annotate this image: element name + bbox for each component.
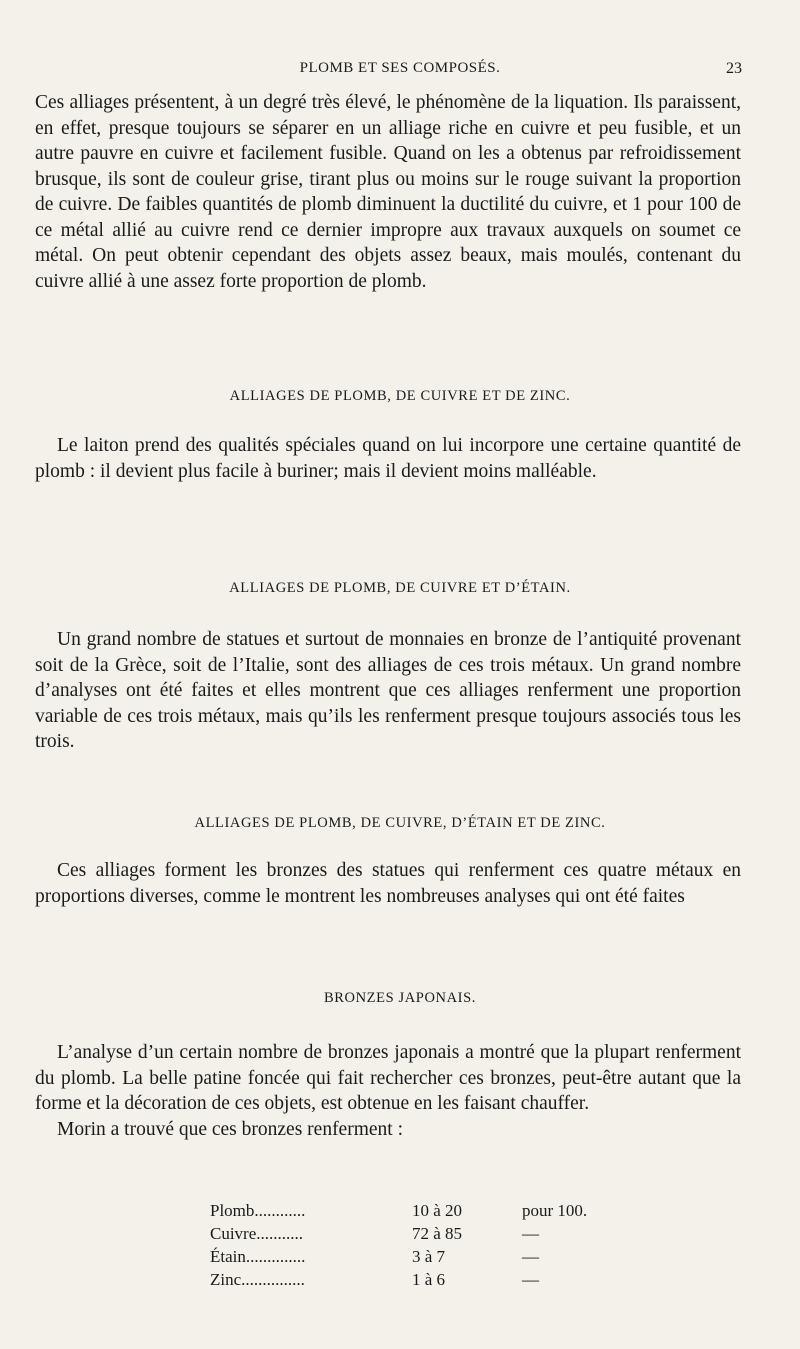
heading-bronzes-japonais: BRONZES JAPONAIS.	[324, 990, 476, 1006]
heading-plomb-cuivre-etain: ALLIAGES DE PLOMB, DE CUIVRE ET D’ÉTAIN.	[229, 580, 571, 596]
running-head	[0, 60, 800, 84]
unit-note: —	[522, 1247, 539, 1266]
dot-leader: ...........	[256, 1224, 304, 1243]
paragraph-text: L’analyse d’un certain nombre de bronzes japonais a montré que la plupart renferment du plomb. La belle patine foncée qui fait rechercher ces bronzes, peut-être autant que la forme et la décoration de ces objets, est obtenue en les faisant chauffer.	[35, 1042, 741, 1114]
paragraph-text: Un grand nombre de statues et surtout de monnaies en bronze de l’antiquité provenant soit de la Grèce, soit de l’Italie, sont des alliages de ces trois métaux. Un grand nombre d’analyses ont été faites et elles montrent que ces alliages renferment une proportion variable de ces trois métaux, mais qu’ils les renferment presque toujours associés tous les trois.	[35, 629, 741, 752]
percent-range: 1 à 6	[412, 1270, 446, 1289]
percent-range: 3 à 7	[412, 1247, 446, 1266]
page-number: 23	[726, 60, 742, 77]
dot-leader: ...............	[241, 1270, 305, 1289]
unit-note: —	[522, 1224, 539, 1243]
unit-note: —	[522, 1270, 539, 1289]
paragraph-bronzes-japonais	[35, 1040, 741, 1142]
percent-range: 10 à 20	[412, 1201, 463, 1220]
paragraph-liquation	[35, 90, 741, 294]
percent-range: 72 à 85	[412, 1224, 463, 1243]
metal-name: Étain	[210, 1247, 246, 1266]
dot-leader: ..............	[245, 1247, 306, 1266]
paragraph-text: Ces alliages forment les bronzes des statues qui renferment ces quatre métaux en proportions diverses, comme le montrent les nombreuses analyses qui ont été faites	[35, 860, 741, 907]
table-row	[210, 1221, 602, 1244]
dot-leader: ............	[254, 1201, 306, 1220]
paragraph-text: Morin a trouvé que ces bronzes renferment :	[57, 1118, 403, 1140]
paragraph-antiquite	[35, 627, 741, 755]
metal-name: Plomb	[210, 1201, 255, 1220]
heading-plomb-cuivre-etain-zinc: ALLIAGES DE PLOMB, DE CUIVRE, D’ÉTAIN ET DE ZINC.	[194, 815, 606, 831]
heading-plomb-cuivre-zinc: ALLIAGES DE PLOMB, DE CUIVRE ET DE ZINC.	[229, 388, 571, 404]
metal-name: Zinc	[210, 1270, 242, 1289]
paragraph-text: Ces alliages présentent, à un degré très élevé, le phénomène de la liquation. Ils paraissent, en effet, presque toujours se séparer en un alliage riche en cuivre et peu fusible, et un autre pauvre en cuivre et facilement fusible. Quand on les a obtenus par refroidissement brusque, ils sont de couleur grise, tirant plus ou moins sur le rouge suivant la proportion de cuivre. De faibles quantités de plomb diminuent la ductilité du cuivre, et 1 pour 100 de ce métal allié au cuivre rend ce dernier impropre aux travaux auxquels on soumet ce métal. On peut obtenir cependant des objets assez beaux, mais moulés, contenant du cuivre allié à une assez forte proportion de plomb.	[35, 92, 741, 292]
paragraph-laiton	[35, 433, 741, 484]
paragraph-text: Le laiton prend des qualités spéciales quand on lui incorpore une certaine quantité de plomb : il devient plus facile à buriner; mais il devient moins malléable.	[35, 435, 741, 482]
paragraph-bronzes-statues	[35, 858, 741, 909]
running-title: PLOMB ET SES COMPOSÉS.	[299, 60, 501, 76]
table-row	[210, 1244, 602, 1267]
unit-note: pour 100.	[522, 1201, 588, 1220]
metal-name: Cuivre	[210, 1224, 257, 1243]
table-row	[210, 1267, 602, 1290]
composition-table	[210, 1198, 602, 1290]
table-row	[210, 1198, 602, 1221]
